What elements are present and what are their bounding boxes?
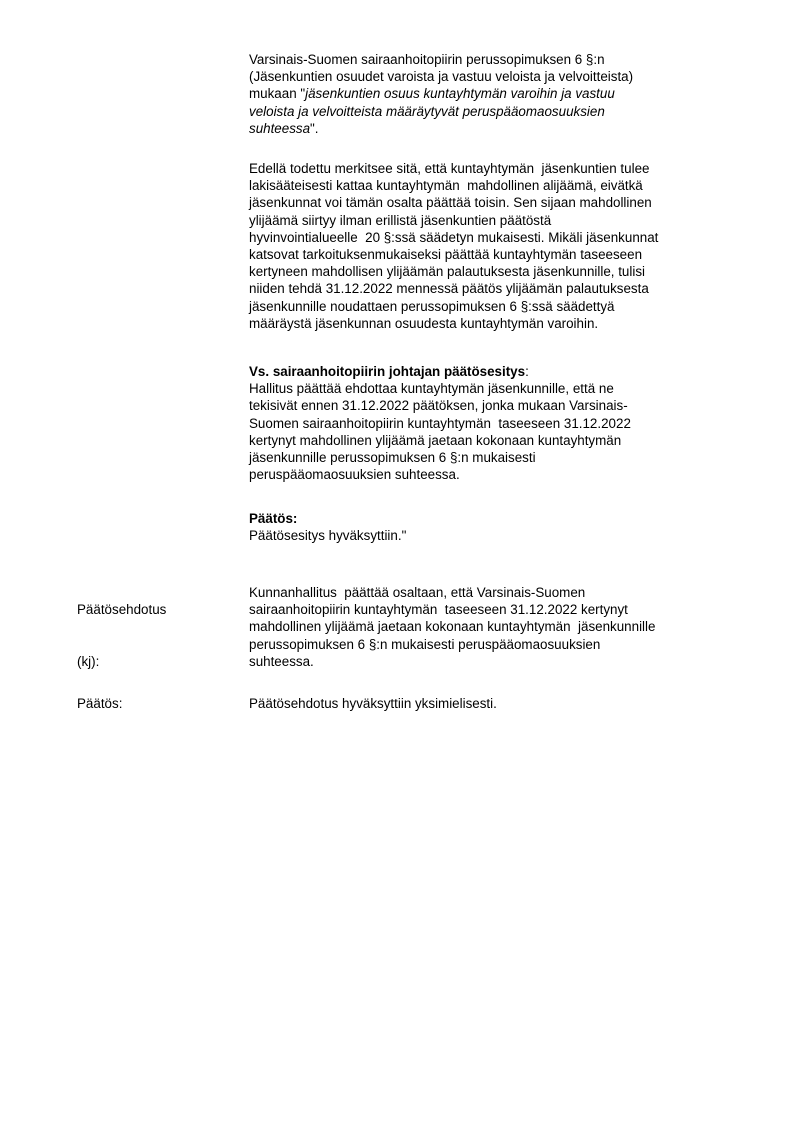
director-proposal-heading-colon: : — [525, 364, 529, 379]
explanation-line: lakisääteisesti kattaa kuntayhtymän mahdollinen alijäämä, eivätkä — [249, 178, 643, 194]
director-proposal-heading-text: Vs. sairaanhoitopiirin johtajan päätösesitys — [249, 364, 526, 379]
explanation-line: katsovat tarkoituksenmukaiseksi päättää kuntayhtymän taseeseen — [249, 247, 643, 263]
intro-paragraph — [249, 51, 749, 137]
intro-line-3 — [249, 85, 749, 102]
intro-line-1: Varsinais-Suomen sairaanhoitopiirin perussopimuksen 6 §:n — [249, 52, 605, 67]
explanation-line: niiden tehdä 31.12.2022 mennessä päätös ylijäämän palautuksesta — [249, 281, 649, 297]
director-proposal-line: kertynyt mahdollinen ylijäämä jaetaan kokonaan kuntayhtymän — [249, 432, 622, 448]
final-decision-label: Päätös: — [77, 696, 123, 711]
intro-line-2: (Jäsenkuntien osuudet varoista ja vastuu veloista ja velvoitteista) — [249, 69, 634, 85]
kj-proposal-label — [77, 567, 166, 705]
intro-line-5-post: ". — [310, 120, 319, 136]
director-proposal-heading — [249, 363, 749, 380]
explanation-line: kertyneen mahdollisen ylijäämän palautuksesta jäsenkunnille, tulisi — [249, 264, 645, 280]
intro-line-3-pre: mukaan " — [249, 86, 306, 102]
explanation-line: hyvinvointialueelle 20 §:ssä säädetyn mukaisesti. Mikäli jäsenkunnat — [249, 229, 659, 245]
board-decision-heading: Päätös: — [249, 511, 298, 526]
board-decision-text: Päätösesitys hyväksyttiin." — [249, 528, 407, 544]
explanation-line: ylijäämä siirtyy ilman erillistä jäsenkuntien päätöstä — [249, 212, 552, 228]
kj-proposal-line: perussopimuksen 6 §:n mukaisesti peruspääomaosuuksien — [249, 636, 601, 652]
kj-proposal-line: mahdollinen ylijäämä jaetaan kokonaan kuntayhtymän jäsenkunnille — [249, 619, 656, 635]
explanation-paragraph — [249, 160, 749, 332]
final-decision-line: Päätösehdotus hyväksyttiin yksimielisesti. — [249, 696, 497, 711]
intro-line-5 — [249, 120, 749, 137]
kj-proposal-line: sairaanhoitopiirin kuntayhtymän taseeseen 31.12.2022 kertynyt — [249, 602, 628, 618]
kj-proposal-line: Kunnanhallitus päättää osaltaan, että Varsinais-Suomen — [249, 585, 586, 600]
director-proposal-line: jäsenkunnille perussopimuksen 6 §:n mukaisesti — [249, 450, 536, 466]
explanation-line: jäsenkunnat voi tämän osalta päättää toisin. Sen sijaan mahdollinen — [249, 195, 652, 211]
director-proposal-line: peruspääomaosuuksien suhteessa. — [249, 467, 460, 483]
director-proposal-line: tekisivät ennen 31.12.2022 päätöksen, jonka mukaan Varsinais- — [249, 398, 628, 414]
board-decision-section — [249, 510, 749, 544]
kj-proposal-line: suhteessa. — [249, 653, 314, 669]
final-decision-text — [249, 695, 749, 712]
kj-proposal-label-line-2: (kj): — [77, 654, 100, 670]
explanation-line: jäsenkunnille noudattaen perussopimuksen 6 §:ssä säädettyä — [249, 298, 615, 314]
kj-proposal-text — [249, 584, 749, 670]
director-proposal-line: Hallitus päättää ehdottaa kuntayhtymän jäsenkunnille, että ne — [249, 381, 614, 397]
explanation-line: määräystä jäsenkunnan osuudesta kuntayhtymän varoihin. — [249, 315, 599, 331]
intro-quote-1: jäsenkuntien osuus kuntayhtymän varoihin ja vastuu — [305, 86, 615, 102]
kj-proposal-label-line-1: Päätösehdotus — [77, 602, 167, 618]
director-proposal-line: Suomen sairaanhoitopiirin kuntayhtymän taseeseen 31.12.2022 — [249, 415, 631, 431]
director-proposal-section — [249, 363, 749, 483]
intro-quote-3: suhteessa — [249, 120, 311, 136]
intro-quote-2: veloista ja velvoitteista määräytyvät peruspääomaosuuksien — [249, 103, 605, 119]
explanation-line: Edellä todettu merkitsee sitä, että kuntayhtymän jäsenkuntien tulee — [249, 161, 650, 176]
